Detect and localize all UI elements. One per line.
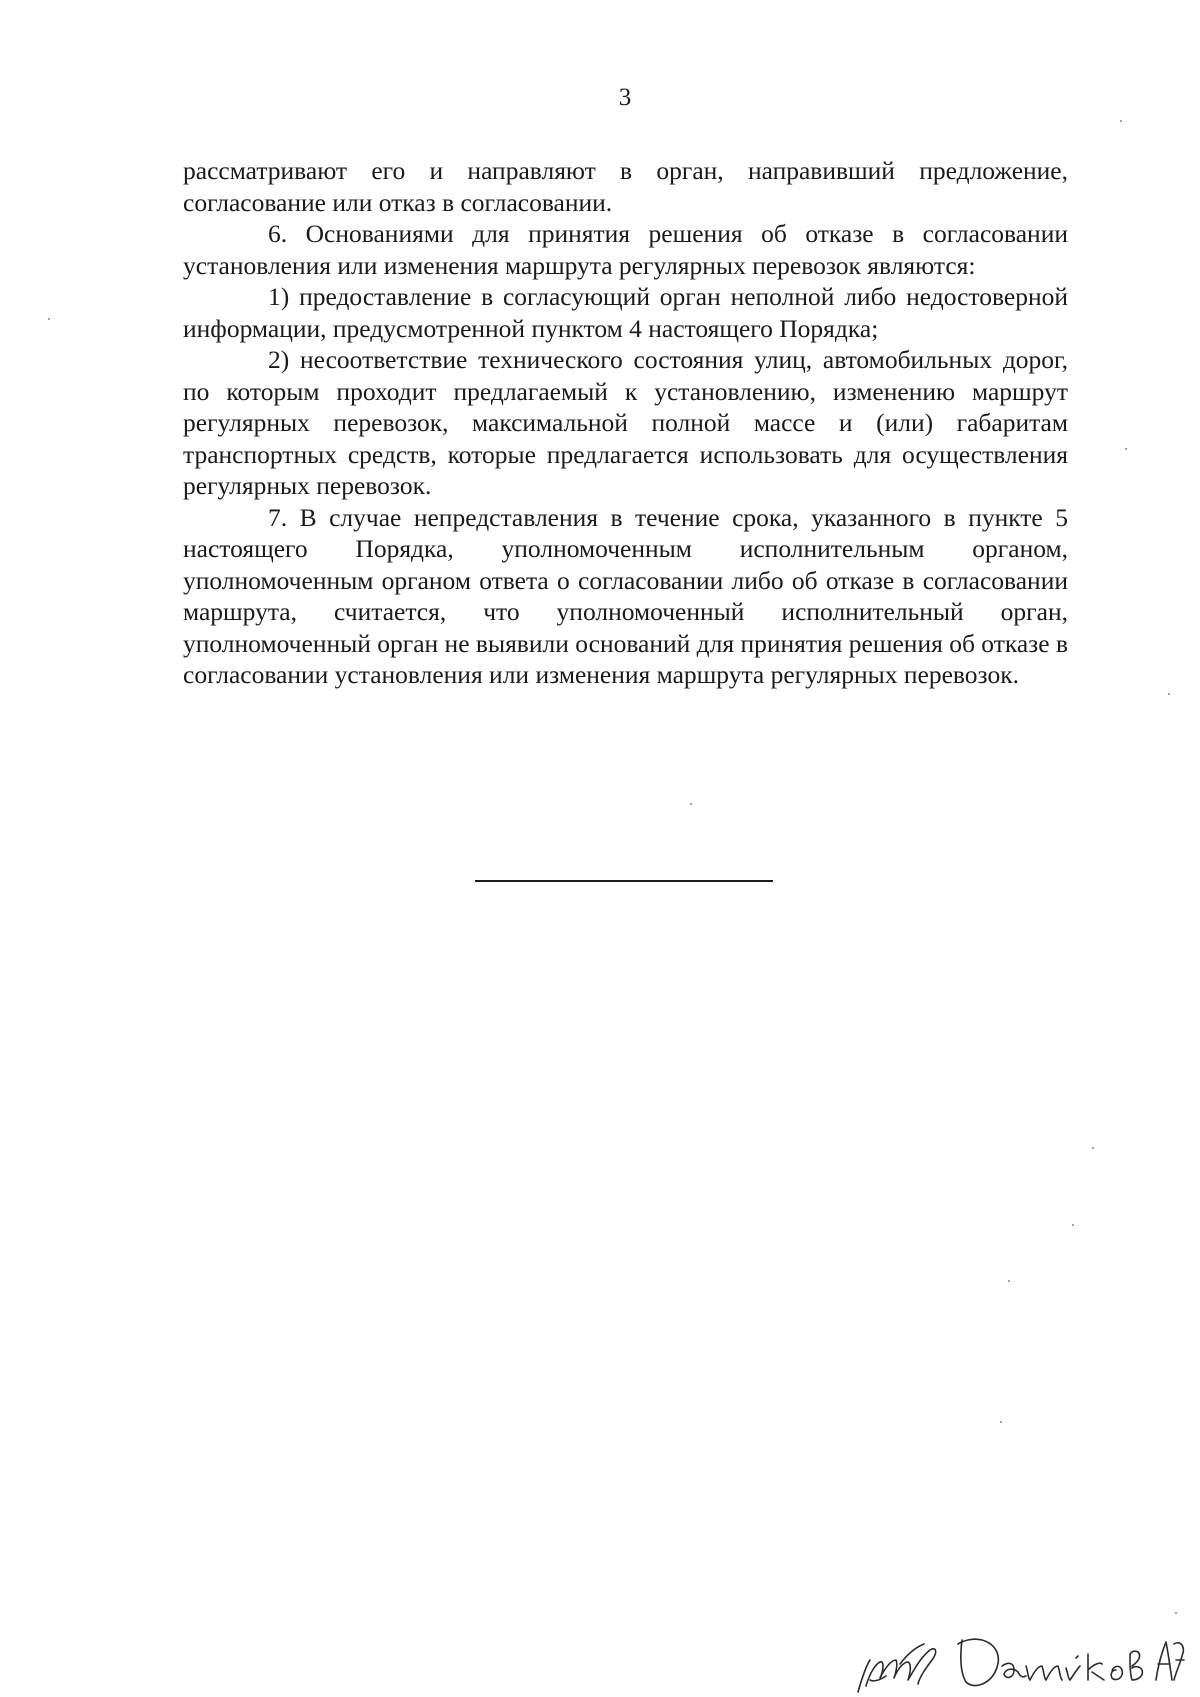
paragraph-subitem-2: 2) несоответствие технического состояния улиц, автомобильных дорог, по которым проходит предлагаемый к установлению, изменению маршрут регулярных перевозок, максимальной полной массе и (или) габаритам транспортных средств, которые предлагается использовать для осуществления регулярных перевозок. <box>183 345 1068 500</box>
paragraph-item-6: 6. Основаниями для принятия решения об отказе в согласовании установления или изменения маршрута регулярных перевозок являются: <box>183 219 1068 280</box>
document-body <box>183 155 1068 691</box>
handwritten-signature <box>840 1620 1185 1697</box>
paragraph-subitem-1: 1) предоставление в согласующий орган неполной либо недостоверной информации, предусмотренной пунктом 4 настоящего Порядка; <box>183 282 1068 343</box>
end-separator-line <box>475 880 773 882</box>
paragraph-item-7: 7. В случае непредставления в течение срока, указанного в пункте 5 настоящего Порядка, уполномоченным исполнительным органом, уполномоченным органом ответа о согласовании либо об отказе в согласовании маршрута, считается, что уполномоченный исполнительный орган, уполномоченный орган не выявили оснований для принятия решения об отказе в согласовании установления или изменения маршрута регулярных перевозок. <box>183 502 1068 689</box>
paragraph-continuation: рассматривают его и направляют в орган, направивший предложение, согласование или отказ в согласовании. <box>183 156 1068 217</box>
page-number: 3 <box>618 84 632 111</box>
